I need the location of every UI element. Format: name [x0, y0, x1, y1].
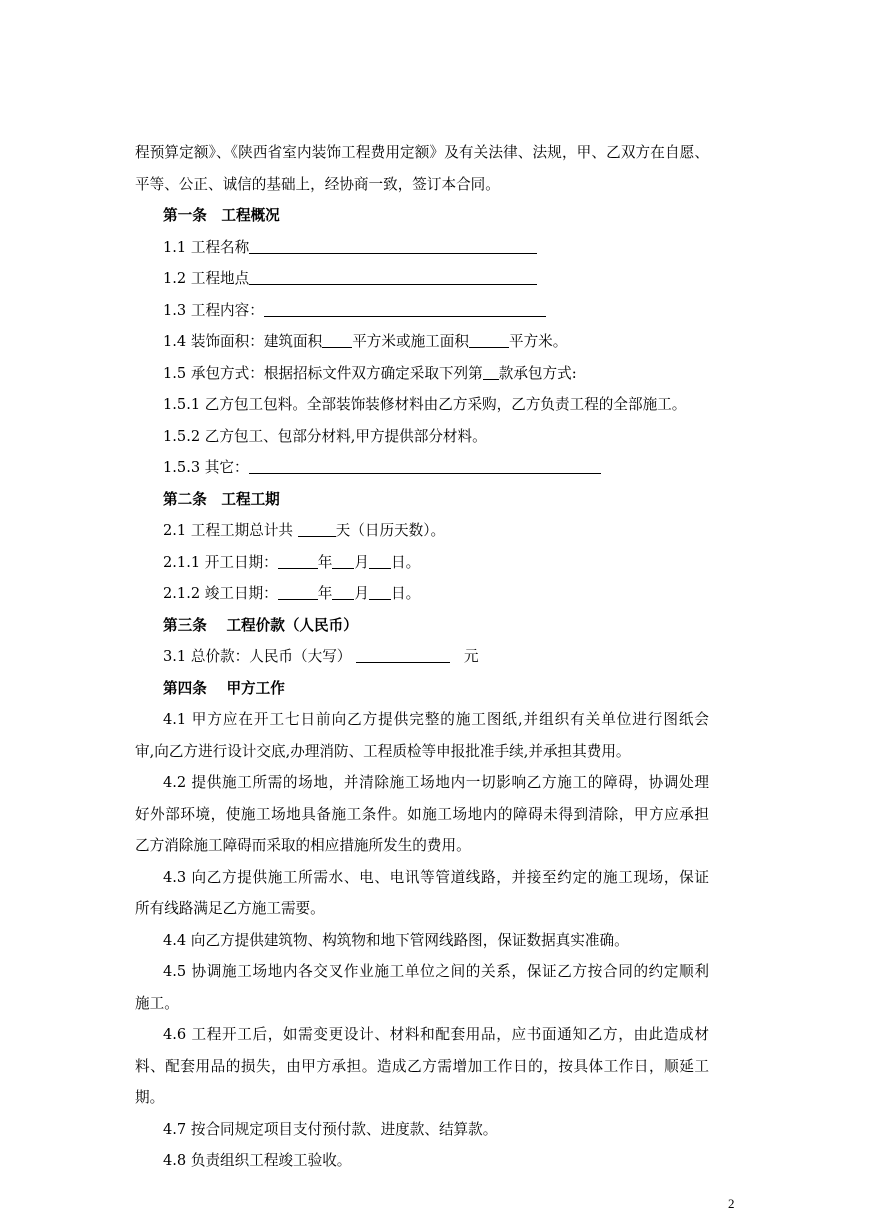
- days-blank: [298, 521, 336, 537]
- other-blank: [249, 458, 601, 474]
- item-4-1-line-1: 4.1 甲方应在开工七日前向乙方提供完整的施工图纸,并组织有关单位进行图纸会: [163, 711, 709, 728]
- item-4-3-line-2: 所有线路满足乙方施工需要。: [135, 900, 325, 917]
- start-day-unit: 日。: [390, 554, 421, 571]
- project-location-blank: [249, 269, 537, 285]
- end-day-blank: [369, 584, 391, 600]
- end-month-unit: 月: [354, 585, 369, 602]
- construction-area-blank: [469, 332, 509, 348]
- item-1-5-3: [163, 458, 601, 478]
- end-year-blank: [278, 584, 318, 600]
- item-4-6-line-2: 料、配套用品的损失，由甲方承担。造成乙方需增加工作日的，按具体工作日，顺延工: [135, 1058, 709, 1075]
- total-price-blank: [356, 647, 450, 663]
- item-1-1-label: 1.1 工程名称: [163, 239, 250, 256]
- item-4-4: 4.4 向乙方提供建筑物、构筑物和地下管网线路图，保证数据真实准确。: [163, 932, 629, 949]
- start-day-blank: [369, 553, 391, 569]
- item-2-1-1: [163, 553, 420, 573]
- building-area-blank: [322, 332, 352, 348]
- item-1-2-label: 1.2 工程地点: [163, 270, 250, 287]
- item-1-4: [163, 332, 567, 352]
- item-2-1-2: [163, 584, 420, 604]
- item-1-5-end: 款承包方式:: [498, 365, 577, 382]
- item-1-3-label: 1.3 工程内容：: [163, 302, 264, 319]
- item-1-4-label: 1.4 装饰面积：建筑面积: [163, 333, 323, 350]
- item-1-5: [163, 364, 577, 384]
- section-3-title: 第三条 工程价款（人民币）: [163, 617, 358, 634]
- item-1-1: [163, 238, 537, 258]
- item-4-3-line-1: 4.3 向乙方提供施工所需水、电、电讯等管道线路，并接至约定的施工现场，保证: [163, 869, 709, 886]
- item-4-7: 4.7 按合同规定项目支付预付款、进度款、结算款。: [163, 1121, 498, 1138]
- contract-type-blank: [483, 364, 499, 380]
- section-2-title: 第二条 工程工期: [163, 491, 280, 508]
- total-price-label: 3.1 总价款：人民币（大写）: [163, 648, 352, 665]
- end-day-unit: 日。: [390, 585, 421, 602]
- item-1-5-2: 1.5.2 乙方包工、包部分材料,甲方提供部分材料。: [163, 428, 487, 445]
- item-1-4-end: 平方米。: [508, 333, 568, 350]
- page-number: 2: [728, 1196, 735, 1211]
- start-month-unit: 月: [354, 554, 369, 571]
- item-1-5-3-label: 1.5.3 其它：: [163, 459, 249, 476]
- start-year-blank: [278, 553, 318, 569]
- section-4-title: 第四条 甲方工作: [163, 680, 285, 697]
- item-2-1-end: 天（日历天数）。: [335, 522, 446, 539]
- project-name-blank: [249, 238, 537, 254]
- price-unit: 元: [463, 648, 479, 665]
- section-1-title: 第一条 工程概况: [163, 207, 280, 224]
- item-1-5-label: 1.5 承包方式：根据招标文件双方确定采取下列第: [163, 365, 483, 382]
- start-date-label: 2.1.1 开工日期：: [163, 554, 278, 571]
- item-3-1: [163, 647, 479, 667]
- start-year-unit: 年: [317, 554, 333, 571]
- item-4-6-line-3: 期。: [135, 1089, 165, 1106]
- item-1-4-mid: 平方米或施工面积: [352, 333, 469, 350]
- item-4-2-line-2: 好外部环境，使施工场地具备施工条件。如施工场地内的障碍未得到清除，甲方应承担: [135, 806, 709, 823]
- intro-line-2: 平等、公正、诚信的基础上，经协商一致，签订本合同。: [135, 176, 500, 193]
- end-date-label: 2.1.2 竣工日期：: [163, 585, 278, 602]
- end-year-unit: 年: [317, 585, 333, 602]
- project-content-blank: [264, 301, 546, 317]
- item-2-1: [163, 521, 445, 541]
- item-4-1-line-2: 审,向乙方进行设计交底,办理消防、工程质检等申报批准手续,并承担其费用。: [135, 743, 631, 760]
- intro-line-1: 程预算定额》、《陕西省室内装饰工程费用定额》及有关法律、法规，甲、乙双方在自愿、: [135, 144, 709, 161]
- item-4-5-line-1: 4.5 协调施工场地内各交叉作业施工单位之间的关系，保证乙方按合同的约定顺利: [163, 963, 709, 980]
- start-month-blank: [332, 553, 354, 569]
- item-4-2-line-3: 乙方消除施工障碍而采取的相应措施所发生的费用。: [135, 837, 471, 854]
- item-2-1-label: 2.1 工程工期总计共: [163, 522, 294, 539]
- item-1-2: [163, 269, 537, 289]
- item-1-3: [163, 301, 546, 321]
- item-4-6-line-1: 4.6 工程开工后，如需变更设计、材料和配套用品，应书面通知乙方，由此造成材: [163, 1026, 709, 1043]
- item-4-5-line-2: 施工。: [135, 995, 179, 1012]
- item-1-5-1: 1.5.1 乙方包工包料。全部装饰装修材料由乙方采购，乙方负责工程的全部施工。: [163, 396, 687, 413]
- item-4-2-line-1: 4.2 提供施工所需的场地，并清除施工场地内一切影响乙方施工的障碍，协调处理: [163, 774, 709, 791]
- item-4-8: 4.8 负责组织工程竣工验收。: [163, 1152, 352, 1169]
- end-month-blank: [332, 584, 354, 600]
